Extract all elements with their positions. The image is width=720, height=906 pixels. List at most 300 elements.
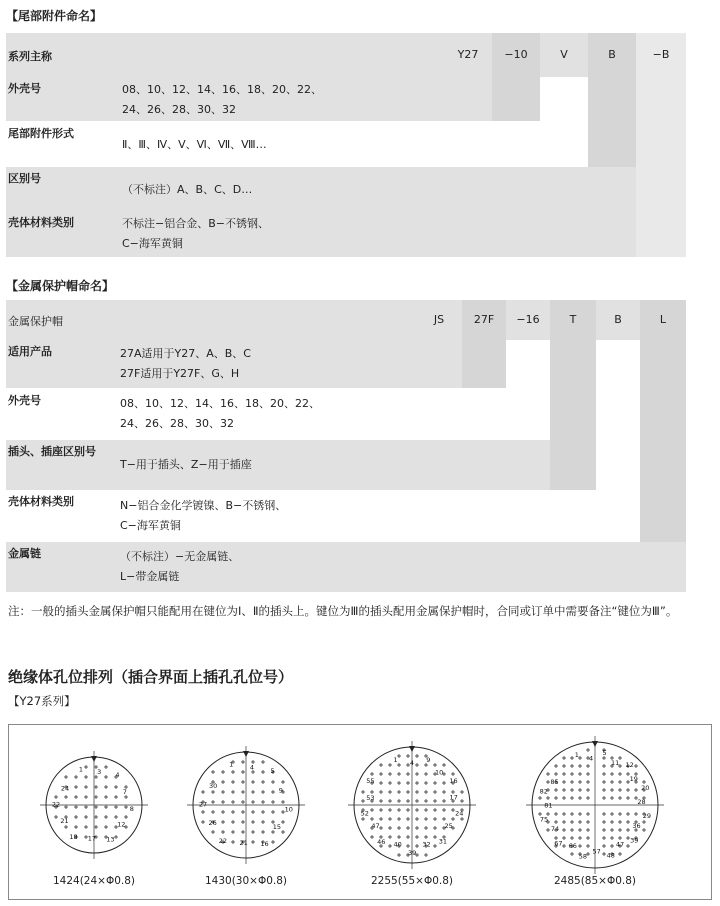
contact-cross bbox=[602, 812, 606, 816]
contact-cross bbox=[84, 785, 88, 789]
contact-cross bbox=[221, 780, 225, 784]
contact-number-label: 85 bbox=[550, 777, 559, 786]
contact-cross bbox=[610, 780, 614, 784]
contact-cross bbox=[570, 828, 574, 832]
contact-cross bbox=[379, 781, 383, 785]
contact-number-label: 5 bbox=[270, 767, 275, 776]
contact-cross bbox=[231, 820, 235, 824]
contact-cross bbox=[379, 817, 383, 821]
contact-cross bbox=[634, 764, 638, 768]
insulator-diagram bbox=[40, 751, 148, 859]
contact-cross bbox=[433, 799, 437, 803]
contact-cross bbox=[602, 836, 606, 840]
contact-cross bbox=[562, 844, 566, 848]
contact-cross bbox=[84, 765, 88, 769]
contact-cross bbox=[586, 772, 590, 776]
contact-number-label: 81 bbox=[544, 801, 553, 810]
contact-number-label: 1 bbox=[229, 760, 234, 769]
contact-cross bbox=[281, 830, 285, 834]
contact-cross bbox=[578, 796, 582, 800]
contact-cross bbox=[406, 844, 410, 848]
contact-cross bbox=[562, 820, 566, 824]
contact-cross bbox=[570, 764, 574, 768]
contact-number-label: 19 bbox=[629, 774, 638, 783]
contact-cross bbox=[231, 830, 235, 834]
contact-number-label: 29 bbox=[642, 811, 652, 820]
contact-number-label: 26 bbox=[208, 818, 217, 827]
tail-code-column bbox=[492, 33, 540, 121]
cap-label: 金属链 bbox=[8, 547, 41, 560]
key-marker-icon bbox=[409, 746, 415, 752]
contact-cross bbox=[618, 852, 622, 856]
contact-cross bbox=[610, 788, 614, 792]
contact-cross bbox=[74, 805, 78, 809]
contact-cross bbox=[634, 812, 638, 816]
contact-cross bbox=[361, 817, 365, 821]
contact-cross bbox=[281, 800, 285, 804]
contact-cross bbox=[388, 799, 392, 803]
contact-cross bbox=[586, 828, 590, 832]
contact-cross bbox=[610, 796, 614, 800]
contact-cross bbox=[397, 772, 401, 776]
series-label: 【Y27系列】 bbox=[8, 694, 76, 708]
contact-cross bbox=[570, 852, 574, 856]
contact-cross bbox=[261, 770, 265, 774]
contact-cross bbox=[361, 790, 365, 794]
contact-cross bbox=[570, 756, 574, 760]
contact-cross bbox=[74, 785, 78, 789]
contact-cross bbox=[578, 772, 582, 776]
contact-cross bbox=[460, 790, 464, 794]
contact-cross bbox=[562, 780, 566, 784]
contact-cross bbox=[241, 800, 245, 804]
contact-layout-diagram bbox=[9, 725, 709, 899]
contact-cross bbox=[610, 836, 614, 840]
contact-cross bbox=[94, 825, 98, 829]
contact-cross bbox=[241, 810, 245, 814]
contact-cross bbox=[388, 826, 392, 830]
contact-number-label: 12 bbox=[117, 820, 126, 829]
cap-label: 壳体材料类别 bbox=[8, 495, 74, 508]
contact-cross bbox=[94, 795, 98, 799]
tail-code-material: −B bbox=[652, 48, 670, 61]
contact-cross bbox=[251, 780, 255, 784]
contact-number-label: 40 bbox=[393, 840, 402, 849]
contact-cross bbox=[415, 763, 419, 767]
contact-cross bbox=[642, 828, 646, 832]
contact-cross bbox=[562, 756, 566, 760]
tail-row-bar bbox=[6, 167, 636, 211]
contact-cross bbox=[610, 828, 614, 832]
contact-cross bbox=[415, 808, 419, 812]
contact-cross bbox=[554, 820, 558, 824]
contact-number-label: 75 bbox=[539, 815, 549, 824]
contact-number-label: 52 bbox=[360, 809, 369, 818]
contact-cross bbox=[442, 763, 446, 767]
contact-number-label: 32 bbox=[422, 840, 431, 849]
contact-cross bbox=[602, 788, 606, 792]
contact-number-label: 39 bbox=[630, 836, 639, 845]
contact-cross bbox=[271, 780, 275, 784]
contact-cross bbox=[626, 788, 630, 792]
contact-cross bbox=[424, 772, 428, 776]
contact-cross bbox=[562, 764, 566, 768]
contact-cross bbox=[379, 808, 383, 812]
contact-cross bbox=[570, 788, 574, 792]
tail-label: 区别号 bbox=[8, 172, 41, 185]
contact-cross bbox=[602, 772, 606, 776]
contact-cross bbox=[586, 748, 590, 752]
contact-number-label: 4 bbox=[409, 758, 415, 767]
contact-cross bbox=[578, 780, 582, 784]
contact-cross bbox=[433, 781, 437, 785]
contact-cross bbox=[84, 805, 88, 809]
contact-cross bbox=[424, 853, 428, 857]
contact-cross bbox=[94, 815, 98, 819]
contact-number-label: 22 bbox=[51, 800, 61, 809]
contact-number-label: 46 bbox=[377, 837, 386, 846]
diagram-caption-1424: 1424(24×Φ0.8) bbox=[52, 875, 136, 887]
contact-cross bbox=[642, 820, 646, 824]
contact-cross bbox=[281, 820, 285, 824]
contact-cross bbox=[460, 799, 464, 803]
contact-cross bbox=[74, 815, 78, 819]
layout-title: 绝缘体孔位排列（插合界面上插孔孔位号） bbox=[8, 668, 294, 686]
contact-cross bbox=[562, 796, 566, 800]
contact-cross bbox=[442, 799, 446, 803]
contact-cross bbox=[415, 772, 419, 776]
contact-cross bbox=[578, 844, 582, 848]
contact-cross bbox=[221, 800, 225, 804]
contact-cross bbox=[124, 805, 128, 809]
contact-cross bbox=[602, 844, 606, 848]
contact-number-label: 10 bbox=[434, 768, 444, 777]
contact-cross bbox=[578, 820, 582, 824]
contact-number-label: 17 bbox=[449, 793, 458, 802]
contact-cross bbox=[74, 795, 78, 799]
contact-cross bbox=[104, 775, 108, 779]
contact-cross bbox=[211, 800, 215, 804]
contact-cross bbox=[433, 763, 437, 767]
contact-cross bbox=[570, 772, 574, 776]
contact-cross bbox=[379, 772, 383, 776]
contact-cross bbox=[406, 808, 410, 812]
contact-cross bbox=[397, 790, 401, 794]
contact-number-label: 36 bbox=[632, 822, 641, 831]
contact-cross bbox=[271, 810, 275, 814]
contact-cross bbox=[578, 788, 582, 792]
contact-cross bbox=[586, 780, 590, 784]
contact-number-label: 66 bbox=[568, 842, 577, 851]
cap-value: T−用于插头、Z−用于插座 bbox=[120, 458, 252, 471]
contact-cross bbox=[602, 820, 606, 824]
contact-cross bbox=[397, 817, 401, 821]
cap-code-plug: T bbox=[569, 313, 577, 326]
contact-cross bbox=[64, 825, 68, 829]
contact-number-label: 4 bbox=[589, 754, 594, 763]
key-marker-icon bbox=[243, 751, 249, 757]
contact-cross bbox=[433, 808, 437, 812]
contact-cross bbox=[261, 830, 265, 834]
contact-cross bbox=[626, 828, 630, 832]
contact-cross bbox=[271, 800, 275, 804]
contact-cross bbox=[578, 764, 582, 768]
contact-number-label: 1 bbox=[78, 765, 84, 774]
tail-value: （不标注）A、B、C、D… bbox=[122, 183, 253, 196]
contact-cross bbox=[370, 835, 374, 839]
contact-cross bbox=[433, 826, 437, 830]
contact-cross bbox=[602, 764, 606, 768]
contact-cross bbox=[406, 835, 410, 839]
contact-cross bbox=[562, 812, 566, 816]
insulator-diagram bbox=[348, 741, 476, 869]
contact-cross bbox=[424, 808, 428, 812]
contact-cross bbox=[451, 817, 455, 821]
contact-cross bbox=[84, 825, 88, 829]
contact-cross bbox=[406, 799, 410, 803]
contact-cross bbox=[618, 796, 622, 800]
contact-number-label: 4 bbox=[115, 771, 120, 780]
contact-number-label: 74 bbox=[550, 825, 560, 834]
contact-cross bbox=[442, 790, 446, 794]
contact-cross bbox=[231, 790, 235, 794]
contact-cross bbox=[379, 763, 383, 767]
contact-cross bbox=[397, 808, 401, 812]
contact-cross bbox=[84, 795, 88, 799]
contact-cross bbox=[586, 820, 590, 824]
contact-number-label: 15 bbox=[272, 822, 282, 831]
contact-cross bbox=[538, 796, 542, 800]
contact-number-label: 13 bbox=[106, 835, 115, 844]
tail-label: 外壳号 bbox=[8, 82, 41, 95]
tail-code-form: V bbox=[560, 48, 568, 61]
cap-value: 24、26、28、30、32 bbox=[120, 417, 234, 430]
contact-number-label: 3 bbox=[97, 767, 102, 776]
contact-cross bbox=[221, 770, 225, 774]
contact-cross bbox=[554, 764, 558, 768]
contact-number-label: 5 bbox=[602, 748, 607, 757]
contact-cross bbox=[424, 799, 428, 803]
contact-cross bbox=[388, 772, 392, 776]
contact-cross bbox=[397, 826, 401, 830]
contact-cross bbox=[546, 772, 550, 776]
contact-cross bbox=[114, 815, 118, 819]
contact-cross bbox=[388, 763, 392, 767]
contact-cross bbox=[433, 844, 437, 848]
contact-cross bbox=[554, 796, 558, 800]
contact-cross bbox=[361, 799, 365, 803]
contact-cross bbox=[415, 817, 419, 821]
contact-cross bbox=[570, 780, 574, 784]
contact-cross bbox=[424, 826, 428, 830]
contact-cross bbox=[397, 781, 401, 785]
contact-number-label: 22 bbox=[218, 837, 227, 846]
contact-cross bbox=[221, 810, 225, 814]
contact-cross bbox=[388, 808, 392, 812]
contact-cross bbox=[570, 796, 574, 800]
tail-label: 壳体材料类别 bbox=[8, 216, 74, 229]
cap-value: （不标注）−无金属链、 bbox=[120, 550, 240, 563]
contact-number-label: 47 bbox=[615, 840, 625, 849]
contact-cross bbox=[104, 765, 108, 769]
contact-cross bbox=[602, 828, 606, 832]
contact-number-label: 10 bbox=[284, 805, 293, 814]
key-marker-icon bbox=[91, 756, 97, 762]
contact-cross bbox=[370, 817, 374, 821]
contact-cross bbox=[415, 790, 419, 794]
contact-number-label: 28 bbox=[637, 798, 646, 807]
contact-cross bbox=[388, 835, 392, 839]
tail-label: 尾部附件形式 bbox=[8, 127, 74, 140]
contact-number-label: 31 bbox=[438, 837, 448, 846]
tail-row-bar bbox=[6, 211, 686, 257]
contact-cross bbox=[379, 799, 383, 803]
contact-cross bbox=[388, 781, 392, 785]
tail-value: Ⅱ、Ⅲ、Ⅳ、Ⅴ、Ⅵ、Ⅶ、Ⅷ… bbox=[122, 138, 267, 151]
contact-cross bbox=[84, 815, 88, 819]
contact-cross bbox=[388, 817, 392, 821]
contact-number-label: 48 bbox=[606, 851, 615, 860]
contact-cross bbox=[114, 795, 118, 799]
contact-number-label: 55 bbox=[366, 777, 375, 786]
contact-cross bbox=[586, 836, 590, 840]
contact-cross bbox=[94, 785, 98, 789]
contact-cross bbox=[231, 770, 235, 774]
contact-cross bbox=[281, 780, 285, 784]
contact-cross bbox=[546, 828, 550, 832]
contact-number-label: 1 bbox=[574, 751, 579, 760]
contact-cross bbox=[201, 810, 205, 814]
contact-cross bbox=[221, 820, 225, 824]
contact-cross bbox=[251, 810, 255, 814]
contact-cross bbox=[104, 815, 108, 819]
contact-cross bbox=[54, 815, 58, 819]
contact-cross bbox=[618, 820, 622, 824]
tail-value: C−海军黄铜 bbox=[122, 237, 183, 250]
contact-cross bbox=[562, 788, 566, 792]
contact-cross bbox=[104, 795, 108, 799]
cap-label: 金属保护帽 bbox=[8, 315, 63, 328]
contact-number-label: 47 bbox=[371, 822, 380, 831]
contact-cross bbox=[554, 788, 558, 792]
contact-cross bbox=[610, 812, 614, 816]
contact-cross bbox=[397, 799, 401, 803]
contact-cross bbox=[370, 808, 374, 812]
contact-number-label: 20 bbox=[641, 784, 650, 793]
tail-value: 24、26、28、30、32 bbox=[122, 103, 236, 116]
contact-cross bbox=[424, 835, 428, 839]
contact-cross bbox=[562, 836, 566, 840]
cap-value: L−带金属链 bbox=[120, 570, 180, 583]
cap-label: 外壳号 bbox=[8, 394, 41, 407]
contact-number-label: 17 bbox=[87, 834, 97, 843]
contact-cross bbox=[251, 840, 255, 844]
contact-cross bbox=[388, 790, 392, 794]
contact-cross bbox=[388, 844, 392, 848]
contact-cross bbox=[211, 830, 215, 834]
contact-cross bbox=[586, 788, 590, 792]
contact-cross bbox=[406, 781, 410, 785]
contact-number-label: 1 bbox=[393, 755, 398, 764]
contact-number-label: 53 bbox=[366, 793, 375, 802]
cap-label: 插头、插座区别号 bbox=[8, 445, 96, 458]
contact-cross bbox=[114, 785, 118, 789]
contact-cross bbox=[406, 826, 410, 830]
contact-cross bbox=[104, 785, 108, 789]
tail-value: 不标注−铝合金、B−不锈钢、 bbox=[122, 217, 269, 230]
tail-code-shell: −10 bbox=[504, 48, 528, 61]
contact-cross bbox=[460, 817, 464, 821]
contact-cross bbox=[634, 788, 638, 792]
contact-cross bbox=[231, 840, 235, 844]
contact-number-label: 12 bbox=[625, 760, 634, 769]
diagram-caption-2485: 2485(85×Φ0.8) bbox=[553, 875, 637, 887]
contact-cross bbox=[114, 835, 118, 839]
contact-cross bbox=[610, 844, 614, 848]
contact-cross bbox=[261, 780, 265, 784]
contact-cross bbox=[562, 772, 566, 776]
contact-cross bbox=[261, 790, 265, 794]
contact-number-label: 57 bbox=[592, 847, 601, 856]
contact-cross bbox=[626, 796, 630, 800]
contact-cross bbox=[586, 812, 590, 816]
contact-number-label: 27 bbox=[198, 800, 208, 809]
cap-value: 08、10、12、14、16、18、20、22、 bbox=[120, 397, 320, 410]
contact-number-label: 4 bbox=[249, 763, 255, 772]
contact-number-label: 16 bbox=[449, 776, 458, 785]
contact-cross bbox=[602, 780, 606, 784]
contact-cross bbox=[74, 825, 78, 829]
insulator-diagram bbox=[526, 736, 664, 874]
contact-cross bbox=[424, 817, 428, 821]
contact-number-label: 21 bbox=[239, 838, 248, 847]
contact-cross bbox=[618, 812, 622, 816]
contact-number-label: 67 bbox=[554, 839, 563, 848]
contact-cross bbox=[114, 805, 118, 809]
contact-number-label: 24 bbox=[60, 784, 70, 793]
contact-number-label: 18 bbox=[69, 833, 78, 842]
cap-label: 适用产品 bbox=[8, 345, 52, 358]
contact-cross bbox=[104, 825, 108, 829]
cap-value: N−铝合金化学镀镍、B−不锈钢、 bbox=[120, 499, 287, 512]
contact-cross bbox=[578, 812, 582, 816]
contact-cross bbox=[64, 775, 68, 779]
contact-cross bbox=[415, 826, 419, 830]
contact-cross bbox=[610, 772, 614, 776]
contact-cross bbox=[261, 800, 265, 804]
contact-cross bbox=[433, 790, 437, 794]
contact-cross bbox=[251, 800, 255, 804]
contact-cross bbox=[251, 830, 255, 834]
contact-cross bbox=[554, 772, 558, 776]
contact-number-label: 30 bbox=[209, 782, 218, 791]
contact-cross bbox=[74, 775, 78, 779]
contact-cross bbox=[64, 795, 68, 799]
contact-cross bbox=[94, 805, 98, 809]
contact-cross bbox=[397, 853, 401, 857]
contact-cross bbox=[406, 772, 410, 776]
contact-cross bbox=[231, 780, 235, 784]
contact-cross bbox=[406, 790, 410, 794]
contact-cross bbox=[54, 795, 58, 799]
contact-cross bbox=[211, 770, 215, 774]
contact-cross bbox=[221, 830, 225, 834]
contact-number-label: 8 bbox=[129, 805, 134, 814]
tail-heading: 【尾部附件命名】 bbox=[6, 9, 103, 23]
contact-cross bbox=[433, 817, 437, 821]
contact-cross bbox=[231, 800, 235, 804]
contact-cross bbox=[586, 844, 590, 848]
